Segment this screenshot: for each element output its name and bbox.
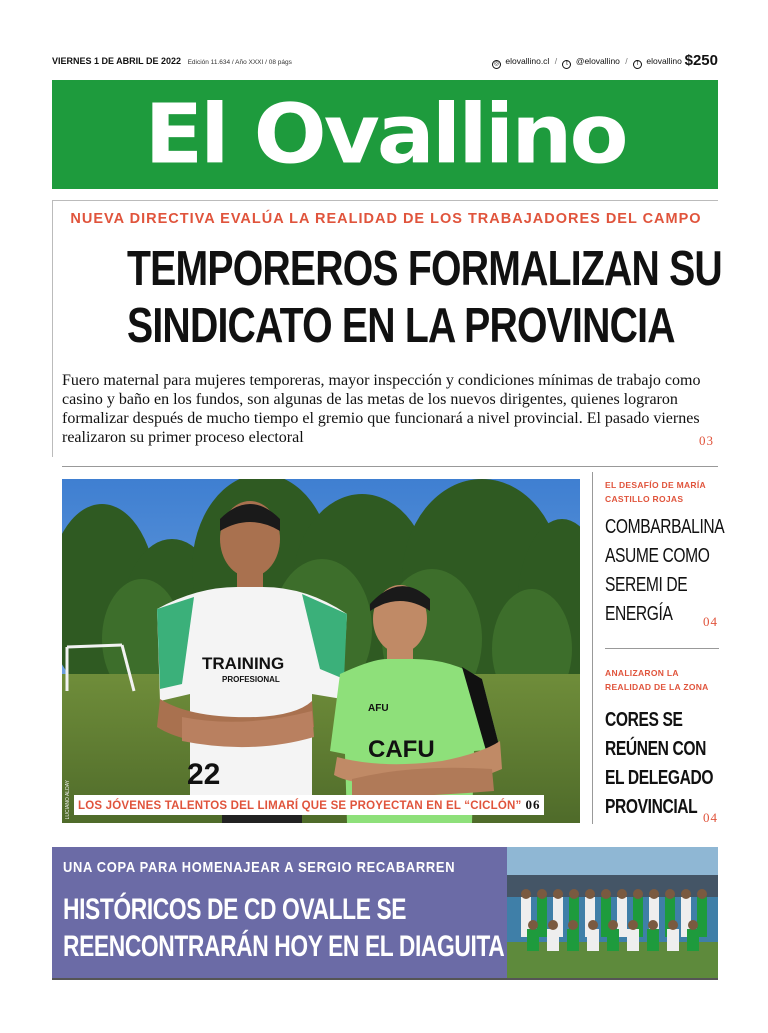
price: $250 [684,52,718,69]
story1-headline-line: SEREMI DE [605,574,688,596]
bottom-kicker: UNA COPA PARA HOMENAJEAR A SERGIO RECABARREN [63,859,456,876]
story1-headline-line: COMBARBALINA [605,516,725,538]
twitter-link[interactable]: @elovallino [575,56,620,66]
website-link[interactable]: elovallino.cl [505,56,550,66]
sidebar-divider [605,648,719,649]
shirt-afu-text: AFU [368,703,389,714]
photo-page-ref: 06 [525,797,541,812]
story2-page-ref: 04 [703,810,718,825]
story1-kicker-line2: CASTILLO ROJAS [605,494,684,504]
story2-headline-line: EL DELEGADO [605,767,714,789]
lead-deck: Fuero maternal para mujeres temporeras, mayor inspección y condiciones mínimas de trabajo como casino y baño en los fundos, son algunas de las metas de los nuevos dirigentes, quienes lograron formalizar después de mucho tiempo el gremio que funcionará a nivel provincial. El pasado viernes realizaron su primer proceso electoral [62,372,701,446]
sidebar [592,472,725,825]
lead-page-ref: 03 [699,433,714,448]
section-divider [62,466,718,467]
team-photo-illustration [507,847,718,978]
shirt-training-text: TRAINING [202,654,285,673]
story1-kicker-line1: EL DESAFÍO DE MARÍA [605,480,706,490]
shirt-profesional-text: PROFESIONAL [222,675,280,684]
bottom-headline-line1: HISTÓRICOS DE CD OVALLE SE [63,893,407,926]
facebook-icon: f [633,60,642,69]
bottom-rule [52,978,718,980]
story2-kicker-line2: REALIDAD DE LA ZONA [605,682,709,692]
globe-icon: ◎ [493,61,500,67]
story2-headline-line: PROVINCIAL [605,796,698,818]
photo-caption-text: LOS JÓVENES TALENTOS DEL LIMARÍ QUE SE PROYECTAN EN EL “CICLÓN” [78,800,522,812]
bottom-headline-line2: REENCONTRARÁN HOY EN EL DIAGUITA [63,930,505,963]
social-links: ◎ elovallino.cl / t @elovallino / f elovallino [493,56,682,67]
story2-headline-line: REÚNEN CON [605,738,706,760]
lead-headline[interactable] [127,241,722,355]
story1-kicker [605,478,706,506]
players-photo-illustration [62,479,580,823]
story2-headline [605,706,713,822]
bottom-story[interactable] [52,847,718,978]
story1-headline [605,513,724,629]
story2-kicker-line1: ANALIZARON LA [605,668,679,678]
story1-headline-line: ENERGÍA [605,603,673,625]
top-bar [52,52,718,72]
facebook-link[interactable]: elovallino [646,56,682,66]
edition-text: Edición 11.634 / Año XXXI / 08 págs [187,59,292,66]
story1-page-ref: 04 [703,614,718,629]
story2-kicker [605,666,709,694]
main-photo[interactable] [62,479,580,823]
lead-story[interactable] [52,200,722,457]
twitter-icon: t [562,60,571,69]
bottom-headline [63,891,517,970]
story1-headline-line: ASUME COMO [605,545,710,567]
lead-headline-line1: TEMPOREROS FORMALIZAN SU [127,242,722,296]
newspaper-logo: El Ovallino [144,87,626,182]
issue-date [52,56,292,66]
story2-headline-line: CORES SE [605,709,683,731]
photo-credit: LUCIANO ALDAY [65,779,71,819]
lead-kicker: NUEVA DIRECTIVA EVALÚA LA REALIDAD DE LOS TRABAJADORES DEL CAMPO [70,211,702,227]
lead-headline-line2: SINDICATO EN LA PROVINCIA [127,299,675,353]
photo-caption[interactable] [74,795,544,815]
masthead [52,80,718,189]
team-photo[interactable] [507,847,718,978]
shirt-cafu-text: CAFU [368,736,435,763]
shirt-number-text: 22 [187,758,221,791]
date-text: VIERNES 1 DE ABRIL DE 2022 [52,56,182,66]
